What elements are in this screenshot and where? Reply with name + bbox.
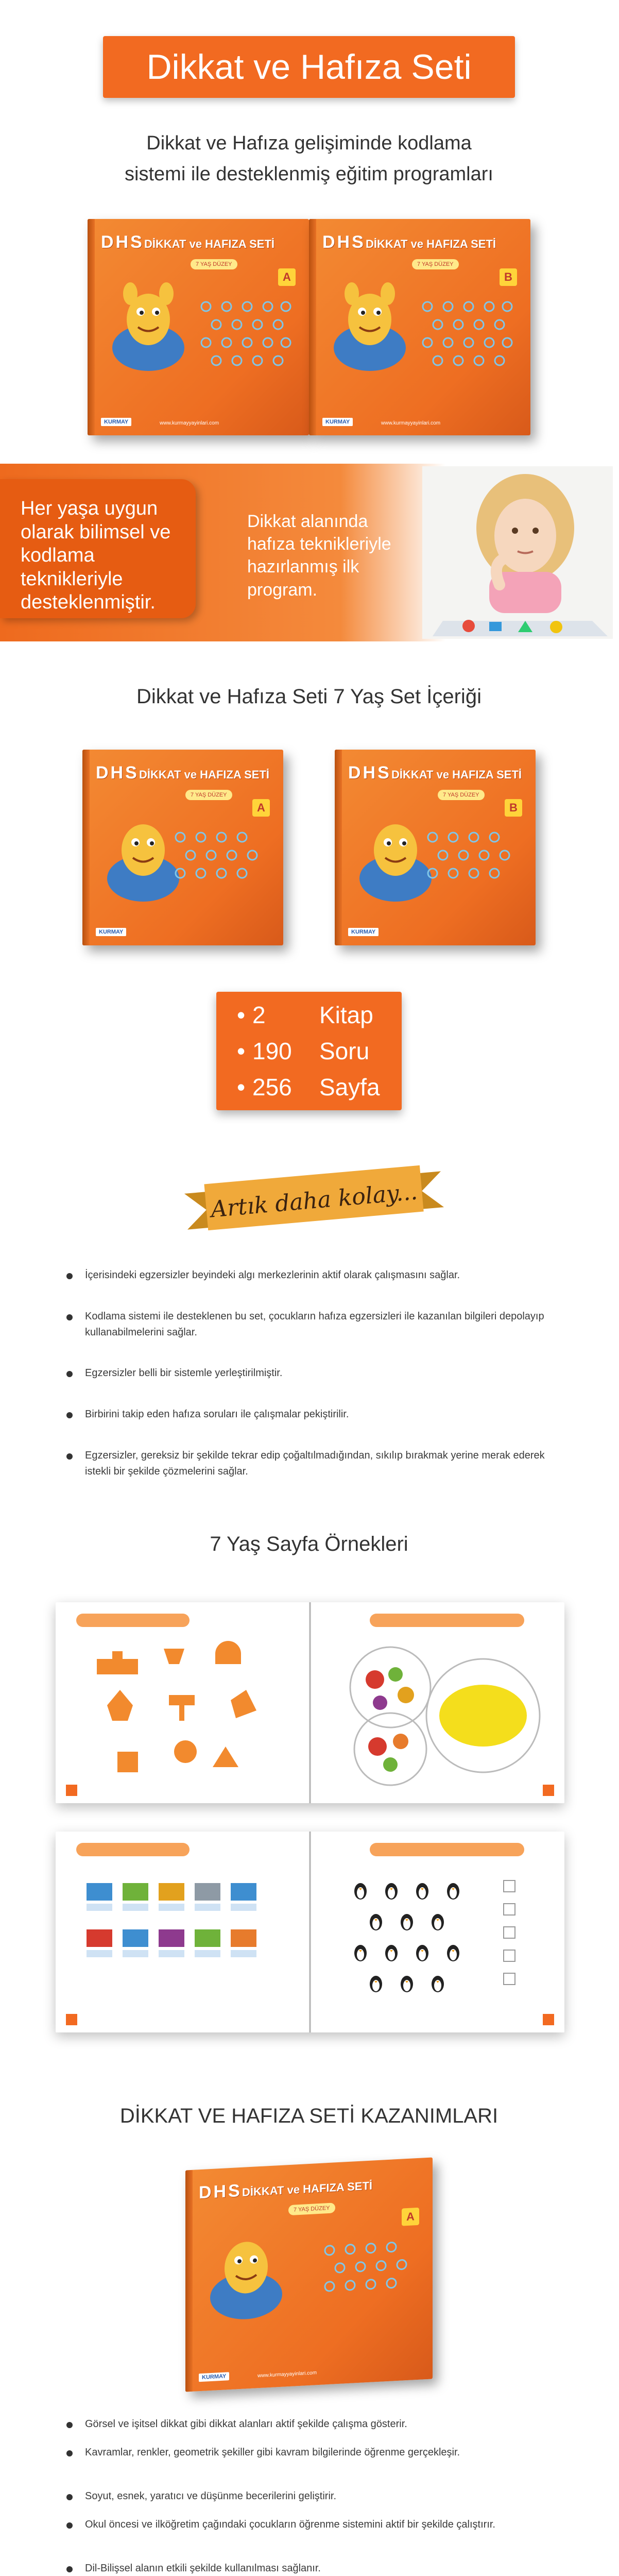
list-item: Dil-Bilişsel alanın etkili şekilde kullanılması sağlanır. — [64, 2561, 569, 2576]
book-title: DİKKAT ve HAFIZA SETİ — [391, 768, 522, 781]
stat-unit: Soru — [319, 1038, 370, 1064]
gains-title: DİKKAT VE HAFIZA SETİ KAZANIMLARI — [119, 2105, 498, 2127]
book-title: DİKKAT ve HAFIZA SETİ — [366, 238, 496, 250]
feature-strip-left-text: Her yaşa uygun olarak bilimsel ve kodlama teknikleriyle desteklenmiştir. — [21, 498, 171, 614]
book-logo: DHS — [96, 763, 139, 783]
book-gutter — [309, 1602, 311, 1803]
list-item: Kavramlar, renkler, geometrik şekiller gibi kavram bilgilerinde öğrenme gerçekleşir. — [64, 2445, 569, 2461]
book-website: www.kurmayyayinlari.com — [257, 2370, 317, 2379]
pattern-dots-icon — [422, 827, 520, 904]
book-cover-b — [309, 219, 530, 435]
book-age-tag: 7 YAŞ DÜZEY — [288, 2202, 335, 2215]
book-letter-badge: B — [505, 799, 522, 817]
set-book-b — [335, 750, 536, 945]
list-item: Soyut, esnek, yaratıcı ve düşünme becerilerini geliştirir. — [64, 2488, 569, 2504]
stat-value: 256 — [252, 1074, 292, 1100]
samples-title: 7 Yaş Sayfa Örnekleri — [210, 1533, 408, 1555]
fruits-venn-exercise-image — [329, 1638, 550, 1788]
gains-book-cover — [185, 2157, 433, 2392]
child-photo-image — [422, 466, 613, 639]
publisher-logo: KURMAY — [199, 2372, 229, 2382]
stat-row-books — [237, 999, 391, 1030]
slogan-ribbon — [183, 1158, 445, 1242]
publisher-logo: KURMAY — [96, 928, 126, 936]
shapes-exercise-image — [87, 1638, 282, 1788]
page-number-badge — [66, 2014, 77, 2025]
book-logo: DHS — [322, 232, 366, 252]
book-gutter — [309, 1832, 311, 2032]
book-spine — [335, 750, 342, 945]
set-book-a — [82, 750, 283, 945]
book-title: DİKKAT ve HAFIZA SETİ — [139, 768, 270, 781]
book-age-tag: 7 YAŞ DÜZEY — [191, 259, 237, 269]
stat-value: 2 — [252, 1002, 266, 1028]
stat-bullet: • — [237, 1038, 246, 1064]
book-spine — [185, 2170, 193, 2392]
book-age-tag: 7 YAŞ DÜZEY — [438, 790, 485, 800]
book-spine — [309, 219, 316, 435]
objects-matching-exercise-image — [81, 1873, 287, 2012]
mascot-icon — [323, 270, 416, 374]
stat-bullet: • — [237, 1002, 246, 1028]
set-stats-box — [216, 992, 402, 1110]
book-letter-badge: A — [252, 799, 270, 817]
slogan-text: Artık daha kolay... — [210, 1178, 419, 1223]
page-header-bar — [76, 1843, 190, 1856]
page-number-badge — [543, 1785, 554, 1796]
stat-value: 190 — [252, 1038, 292, 1064]
penguins-counting-exercise-image — [334, 1873, 550, 2017]
pattern-dots-icon — [196, 296, 294, 374]
stat-unit: Kitap — [319, 1002, 373, 1028]
stat-unit: Sayfa — [319, 1074, 380, 1100]
list-item: Egzersizler belli bir sistemle yerleştirilmiştir. — [64, 1365, 569, 1381]
book-letter-badge: A — [402, 2208, 419, 2226]
list-item: Okul öncesi ve ilköğretim çağındaki çocukların öğrenme sistemini aktif bir şekilde çalıştırır. — [64, 2517, 569, 2533]
page-header-bar — [76, 1614, 190, 1627]
set-content-title: Dikkat ve Hafıza Seti 7 Yaş Set İçeriği — [136, 685, 482, 708]
sample-spread-1 — [56, 1602, 564, 1803]
page-header-bar — [370, 1614, 524, 1627]
book-title: DİKKAT ve HAFIZA SETİ — [242, 2179, 373, 2199]
stat-row-questions — [237, 1036, 391, 1066]
subtitle-line-1: Dikkat ve Hafıza gelişiminde kodlama — [146, 132, 472, 154]
book-age-tag: 7 YAŞ DÜZEY — [185, 790, 232, 800]
publisher-logo: KURMAY — [348, 928, 379, 936]
page-header-bar — [370, 1843, 524, 1856]
pattern-dots-icon — [417, 296, 515, 374]
book-letter-badge: B — [500, 268, 517, 286]
book-letter-badge: A — [278, 268, 296, 286]
pattern-dots-icon — [170, 827, 268, 904]
mascot-icon — [200, 2216, 293, 2324]
book-cover-a — [88, 219, 309, 435]
publisher-logo: KURMAY — [322, 418, 353, 426]
book-website: www.kurmayyayinlari.com — [160, 420, 219, 426]
book-spine — [82, 750, 90, 945]
pattern-dots-icon — [319, 2235, 417, 2318]
mascot-icon — [102, 270, 195, 374]
list-item: Birbirini takip eden hafıza soruları ile çalışmalar pekiştirilir. — [64, 1406, 569, 1422]
book-website: www.kurmayyayinlari.com — [381, 420, 441, 426]
feature-strip-mid-text: Dikkat alanında hafıza teknikleriyle hazırlanmış ilk program. — [247, 512, 391, 600]
stat-row-pages — [237, 1072, 391, 1103]
book-spine — [88, 219, 95, 435]
publisher-logo: KURMAY — [101, 418, 131, 426]
subtitle-line-2: sistemi ile desteklenmiş eğitim programları — [125, 163, 493, 185]
page-number-badge — [66, 1785, 77, 1796]
list-item: İçerisindeki egzersizler beyindeki algı merkezlerinin aktif olarak çalışmasını sağlar. — [64, 1267, 569, 1283]
sample-spread-2 — [56, 1832, 564, 2032]
book-logo: DHS — [348, 763, 391, 783]
list-item: Kodlama sistemi ile desteklenen bu set, çocukların hafıza egzersizleri ile kazanılan bilgileri depolayıp kullanabilmelerini sağlar. — [64, 1309, 569, 1341]
page-number-badge — [543, 2014, 554, 2025]
book-logo: DHS — [199, 2180, 242, 2203]
list-item: Görsel ve işitsel dikkat gibi dikkat alanları aktif şekilde çalışma gösterir. — [64, 2416, 569, 2432]
book-age-tag: 7 YAŞ DÜZEY — [412, 259, 459, 269]
page-title: Dikkat ve Hafıza Seti — [103, 36, 515, 98]
book-logo: DHS — [101, 232, 144, 252]
stat-bullet: • — [237, 1074, 246, 1100]
list-item: Egzersizler, gereksiz bir şekilde tekrar edip çoğaltılmadığından, sıkılıp bırakmak yerine merak ederek istekli bir şekilde çözmelerini sağlar. — [64, 1448, 569, 1480]
book-title: DİKKAT ve HAFIZA SETİ — [144, 238, 275, 250]
